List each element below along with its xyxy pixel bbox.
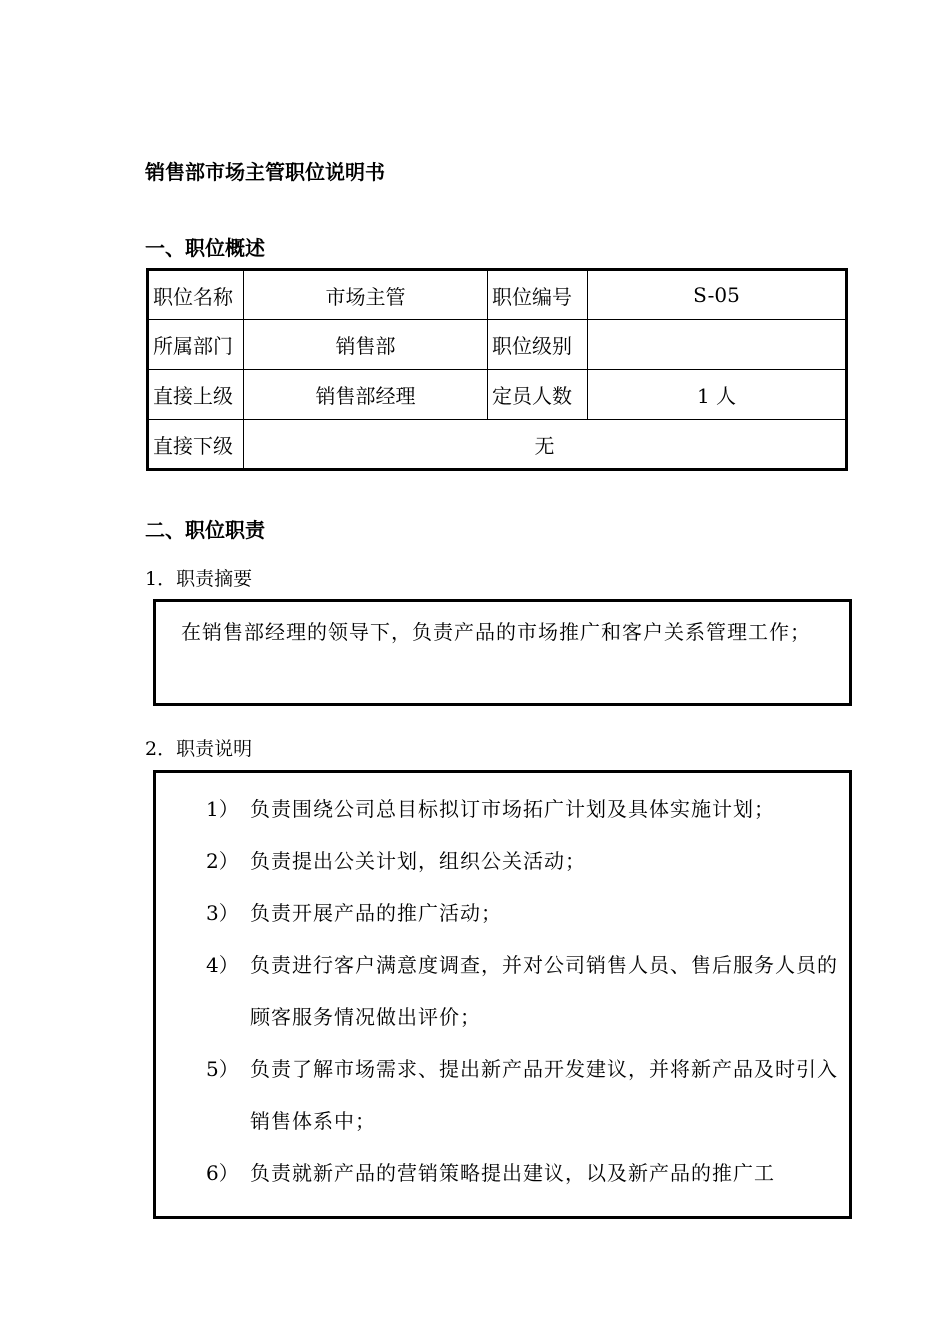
subsection-heading-summary: 1．职责摘要 <box>145 568 253 590</box>
table-cell-label: 所属部门 <box>148 320 244 370</box>
summary-box <box>153 599 852 706</box>
list-item-text: 负责进行客户满意度调查，并对公司销售人员、售后服务人员的顾客服务情况做出评价； <box>250 953 838 1029</box>
list-item-text: 负责就新产品的营销策略提出建议，以及新产品的推广工 <box>250 1161 775 1185</box>
table-cell-value: 市场主管 <box>244 270 488 320</box>
table-cell-label: 定员人数 <box>488 370 588 420</box>
table-row <box>148 420 847 470</box>
table-row <box>148 370 847 420</box>
table-cell-value: 1 人 <box>588 370 847 420</box>
table-cell-value: 无 <box>244 420 847 470</box>
list-item <box>206 783 846 835</box>
subsection-heading-details: 2．职责说明 <box>145 738 253 760</box>
list-item-number: 5） <box>206 1057 239 1081</box>
table-cell-label: 直接下级 <box>148 420 244 470</box>
list-item <box>206 1043 846 1147</box>
table-cell-label: 职位名称 <box>148 270 244 320</box>
duty-list-box <box>153 770 852 1219</box>
list-item-text: 负责了解市场需求、提出新产品开发建议，并将新产品及时引入销售体系中； <box>250 1057 838 1133</box>
list-item <box>206 887 846 939</box>
list-item <box>206 1147 846 1199</box>
table-cell-label: 职位级别 <box>488 320 588 370</box>
document-title: 销售部市场主管职位说明书 <box>145 160 385 184</box>
section-heading-overview: 一、职位概述 <box>145 236 265 260</box>
table-row <box>148 270 847 320</box>
table-row <box>148 320 847 370</box>
table-cell-value <box>588 320 847 370</box>
list-item-number: 6） <box>206 1161 239 1185</box>
list-item-number: 2） <box>206 849 239 873</box>
list-item-number: 1） <box>206 797 239 821</box>
summary-text: 在销售部经理的领导下，负责产品的市场推广和客户关系管理工作； <box>181 620 811 644</box>
table-cell-value: 销售部 <box>244 320 488 370</box>
list-item-number: 4） <box>206 953 239 977</box>
list-item <box>206 835 846 887</box>
table-cell-label: 直接上级 <box>148 370 244 420</box>
list-item-text: 负责围绕公司总目标拟订市场拓广计划及具体实施计划； <box>250 797 775 821</box>
section-heading-duties: 二、职位职责 <box>145 518 265 542</box>
table-cell-value: S-05 <box>588 270 847 320</box>
list-item-text: 负责开展产品的推广活动； <box>250 901 502 925</box>
list-item-number: 3） <box>206 901 239 925</box>
table-cell-label: 职位编号 <box>488 270 588 320</box>
list-item <box>206 939 846 1043</box>
list-item-text: 负责提出公关计划，组织公关活动； <box>250 849 586 873</box>
overview-table <box>146 268 848 471</box>
table-cell-value: 销售部经理 <box>244 370 488 420</box>
